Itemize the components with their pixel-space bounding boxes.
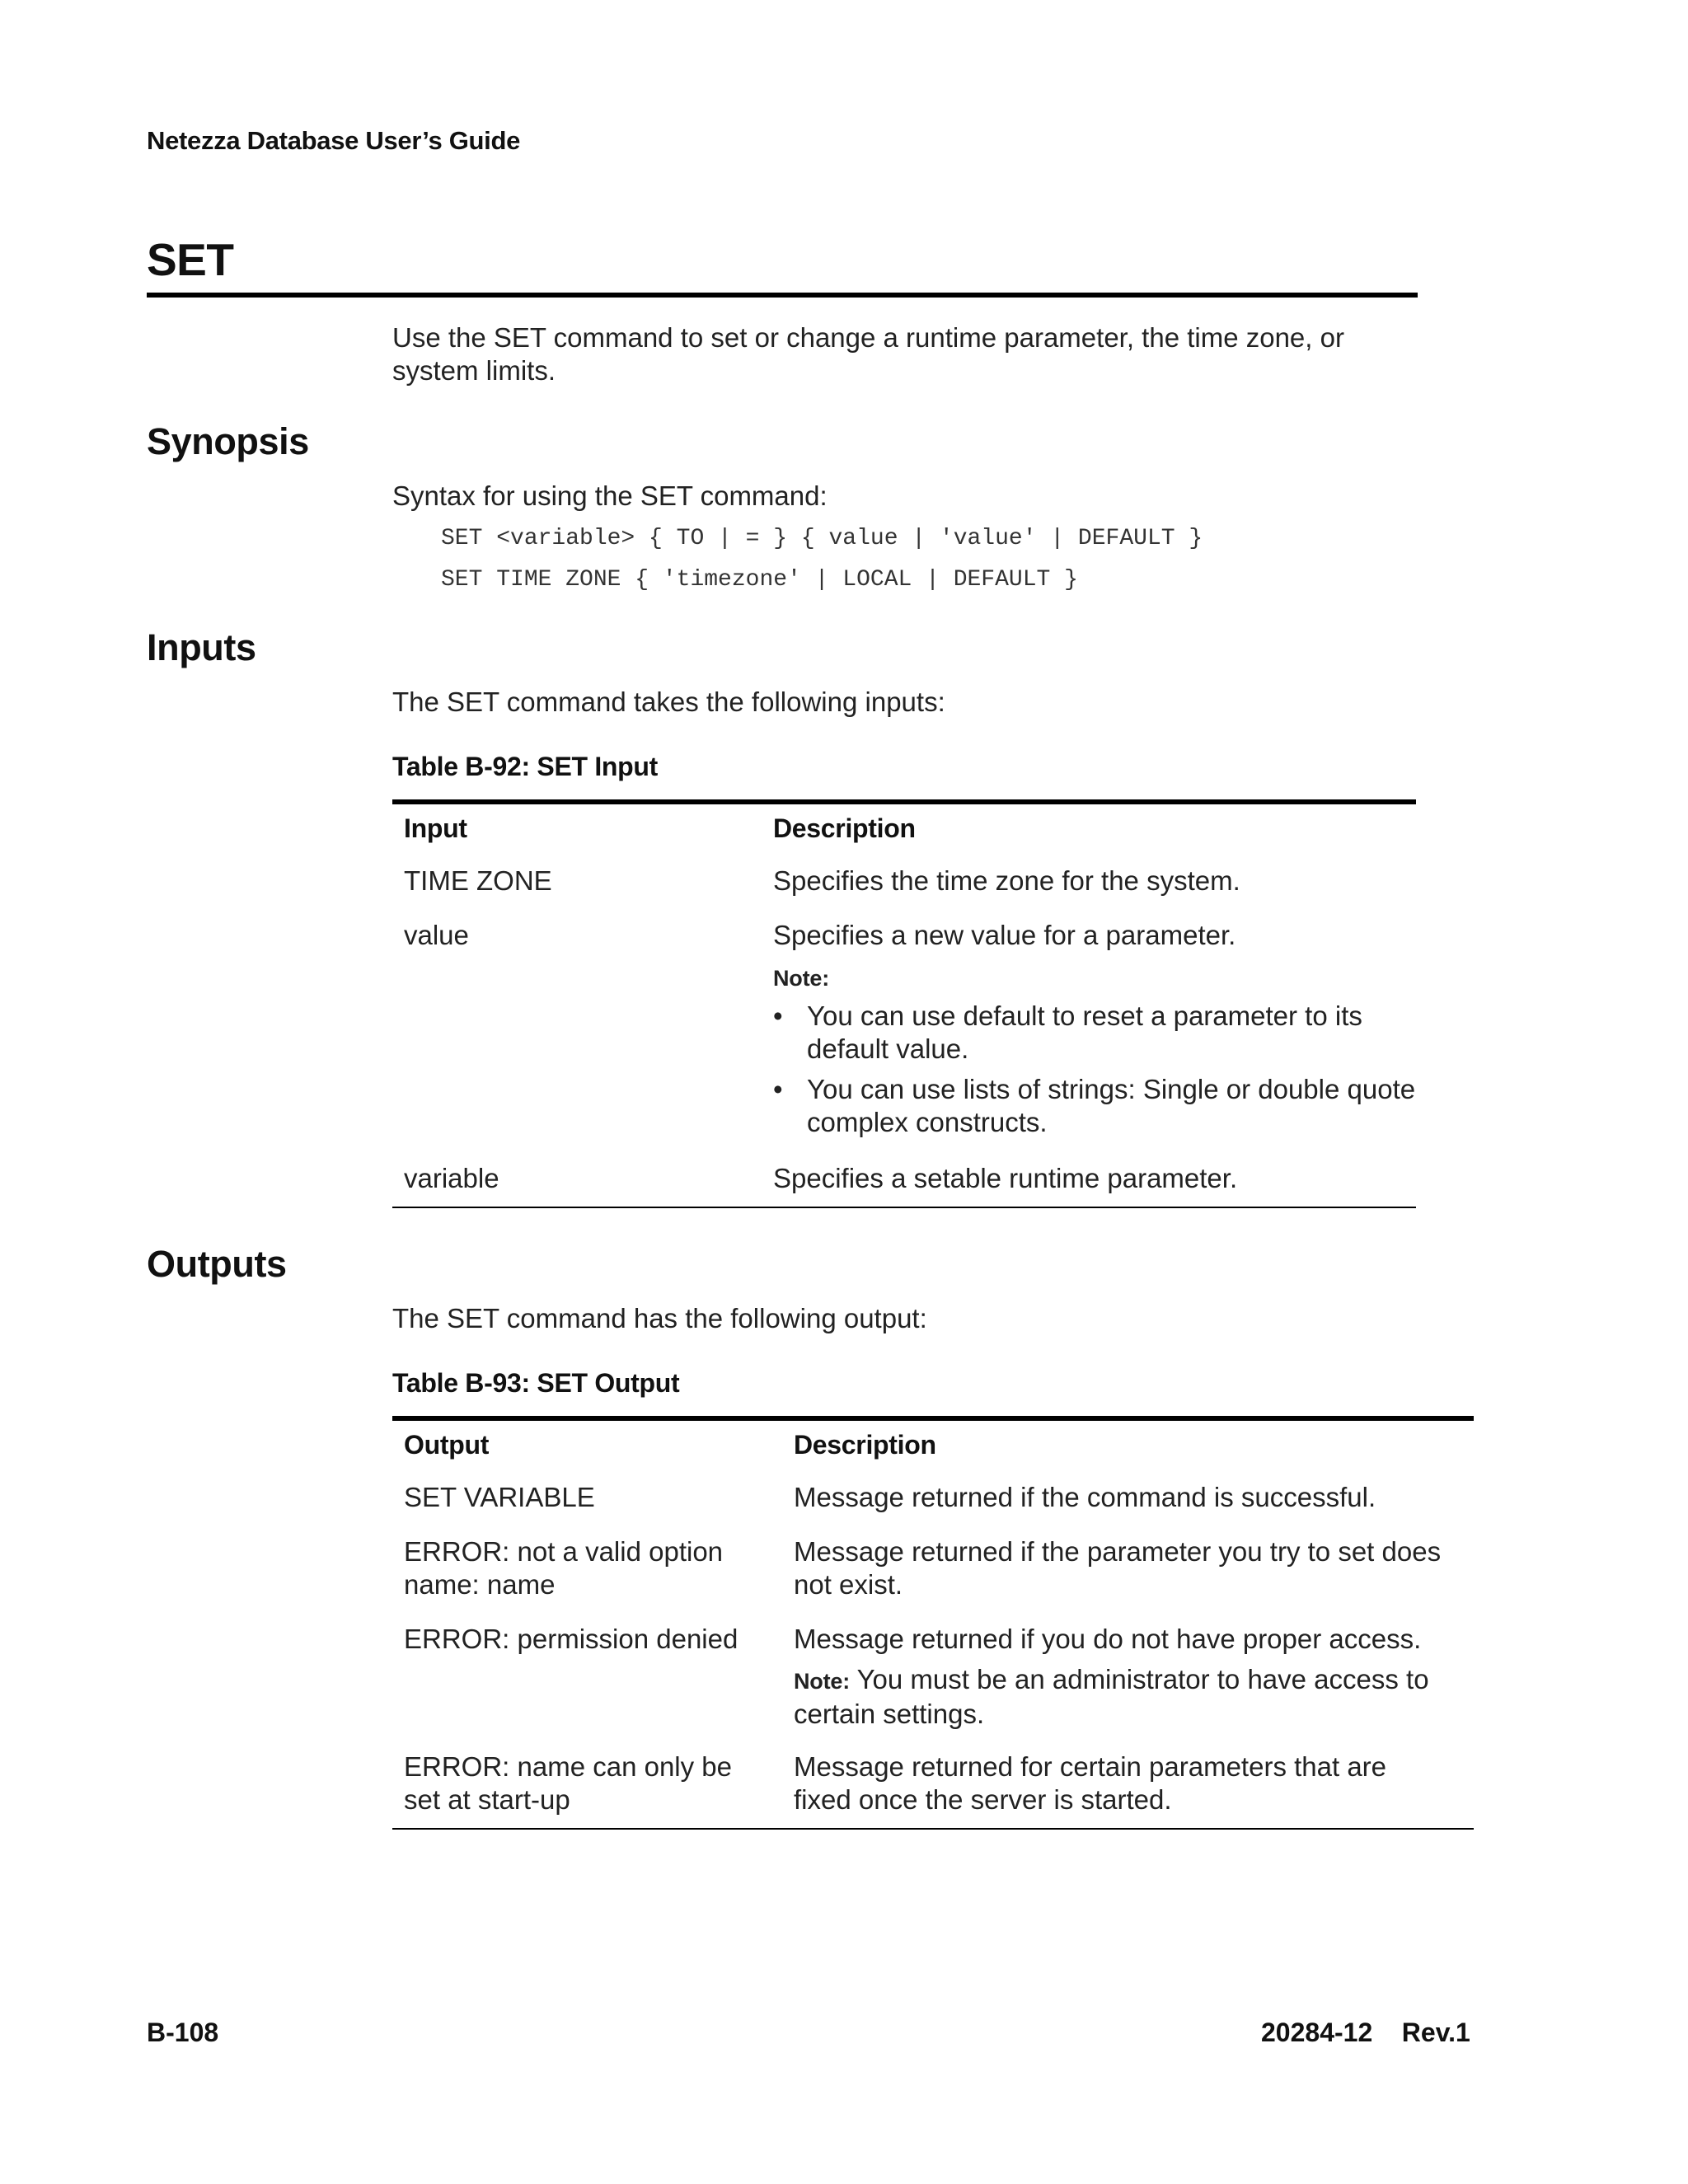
inputs-table-caption: Table B-92: SET Input: [392, 752, 659, 781]
bullet-icon: •: [773, 1074, 783, 1104]
outputs-heading: Outputs: [147, 1243, 287, 1285]
table-bottom-rule: [392, 1828, 1474, 1830]
page-number: B-108: [147, 2018, 219, 2047]
bullet-text: You can use default to reset a parameter to its default value.: [807, 1001, 1362, 1064]
note-text: You must be an administrator to have access to certain settings.: [794, 1664, 1429, 1729]
row-description: Message returned if the parameter you try to set does not exist.: [794, 1536, 1442, 1600]
row-description: Specifies the time zone for the system.: [773, 865, 1240, 896]
syntax-line-1: SET <variable> { TO | = } { value | 'value' | DEFAULT }: [441, 526, 1203, 551]
bullet-text: You can use lists of strings: Single or double quote complex constructs.: [807, 1074, 1416, 1137]
title-rule: [147, 293, 1418, 298]
note: [794, 1663, 1445, 1731]
row-input-name: TIME ZONE: [404, 865, 552, 896]
row-output-name: ERROR: name can only be set at start-up: [404, 1751, 733, 1815]
intro-paragraph: Use the SET command to set or change a runtime parameter, the time zone, or system limits.: [392, 322, 1344, 386]
row-output-name: ERROR: permission denied: [404, 1624, 738, 1654]
row-description: Message returned for certain parameters that are fixed once the server is started.: [794, 1751, 1387, 1815]
synopsis-heading: Synopsis: [147, 420, 309, 462]
bullet-icon: •: [773, 1001, 783, 1031]
document-id: 20284-12 Rev.1: [1261, 2018, 1470, 2047]
note-label: Note:: [773, 966, 829, 991]
outputs-table-caption: Table B-93: SET Output: [392, 1368, 680, 1398]
table-bottom-rule: [392, 1207, 1416, 1208]
row-description: Message returned if the command is successful.: [794, 1482, 1376, 1512]
column-header-description: Description: [773, 813, 916, 843]
note-label: Note:: [794, 1669, 850, 1694]
row-description: Message returned if you do not have proper access.: [794, 1624, 1422, 1654]
row-description: Specifies a setable runtime parameter.: [773, 1163, 1238, 1193]
row-input-name: variable: [404, 1163, 499, 1193]
column-header-output: Output: [404, 1430, 490, 1460]
synopsis-intro: Syntax for using the SET command:: [392, 480, 828, 511]
column-header-input: Input: [404, 813, 467, 843]
row-output-name: SET VARIABLE: [404, 1482, 595, 1512]
page-title: SET: [147, 234, 234, 285]
row-description: Specifies a new value for a parameter.: [773, 920, 1236, 950]
inputs-intro: The SET command takes the following inputs:: [392, 687, 945, 717]
table-top-rule: [392, 1416, 1474, 1421]
column-header-description: Description: [794, 1430, 936, 1460]
inputs-heading: Inputs: [147, 626, 256, 668]
page-header: Netezza Database User’s Guide: [147, 126, 521, 155]
outputs-intro: The SET command has the following output:: [392, 1303, 927, 1333]
row-input-name: value: [404, 920, 469, 950]
syntax-line-2: SET TIME ZONE { 'timezone' | LOCAL | DEFAULT }: [441, 567, 1078, 593]
row-output-name: ERROR: not a valid option name: name: [404, 1536, 724, 1600]
table-top-rule: [392, 799, 1416, 804]
